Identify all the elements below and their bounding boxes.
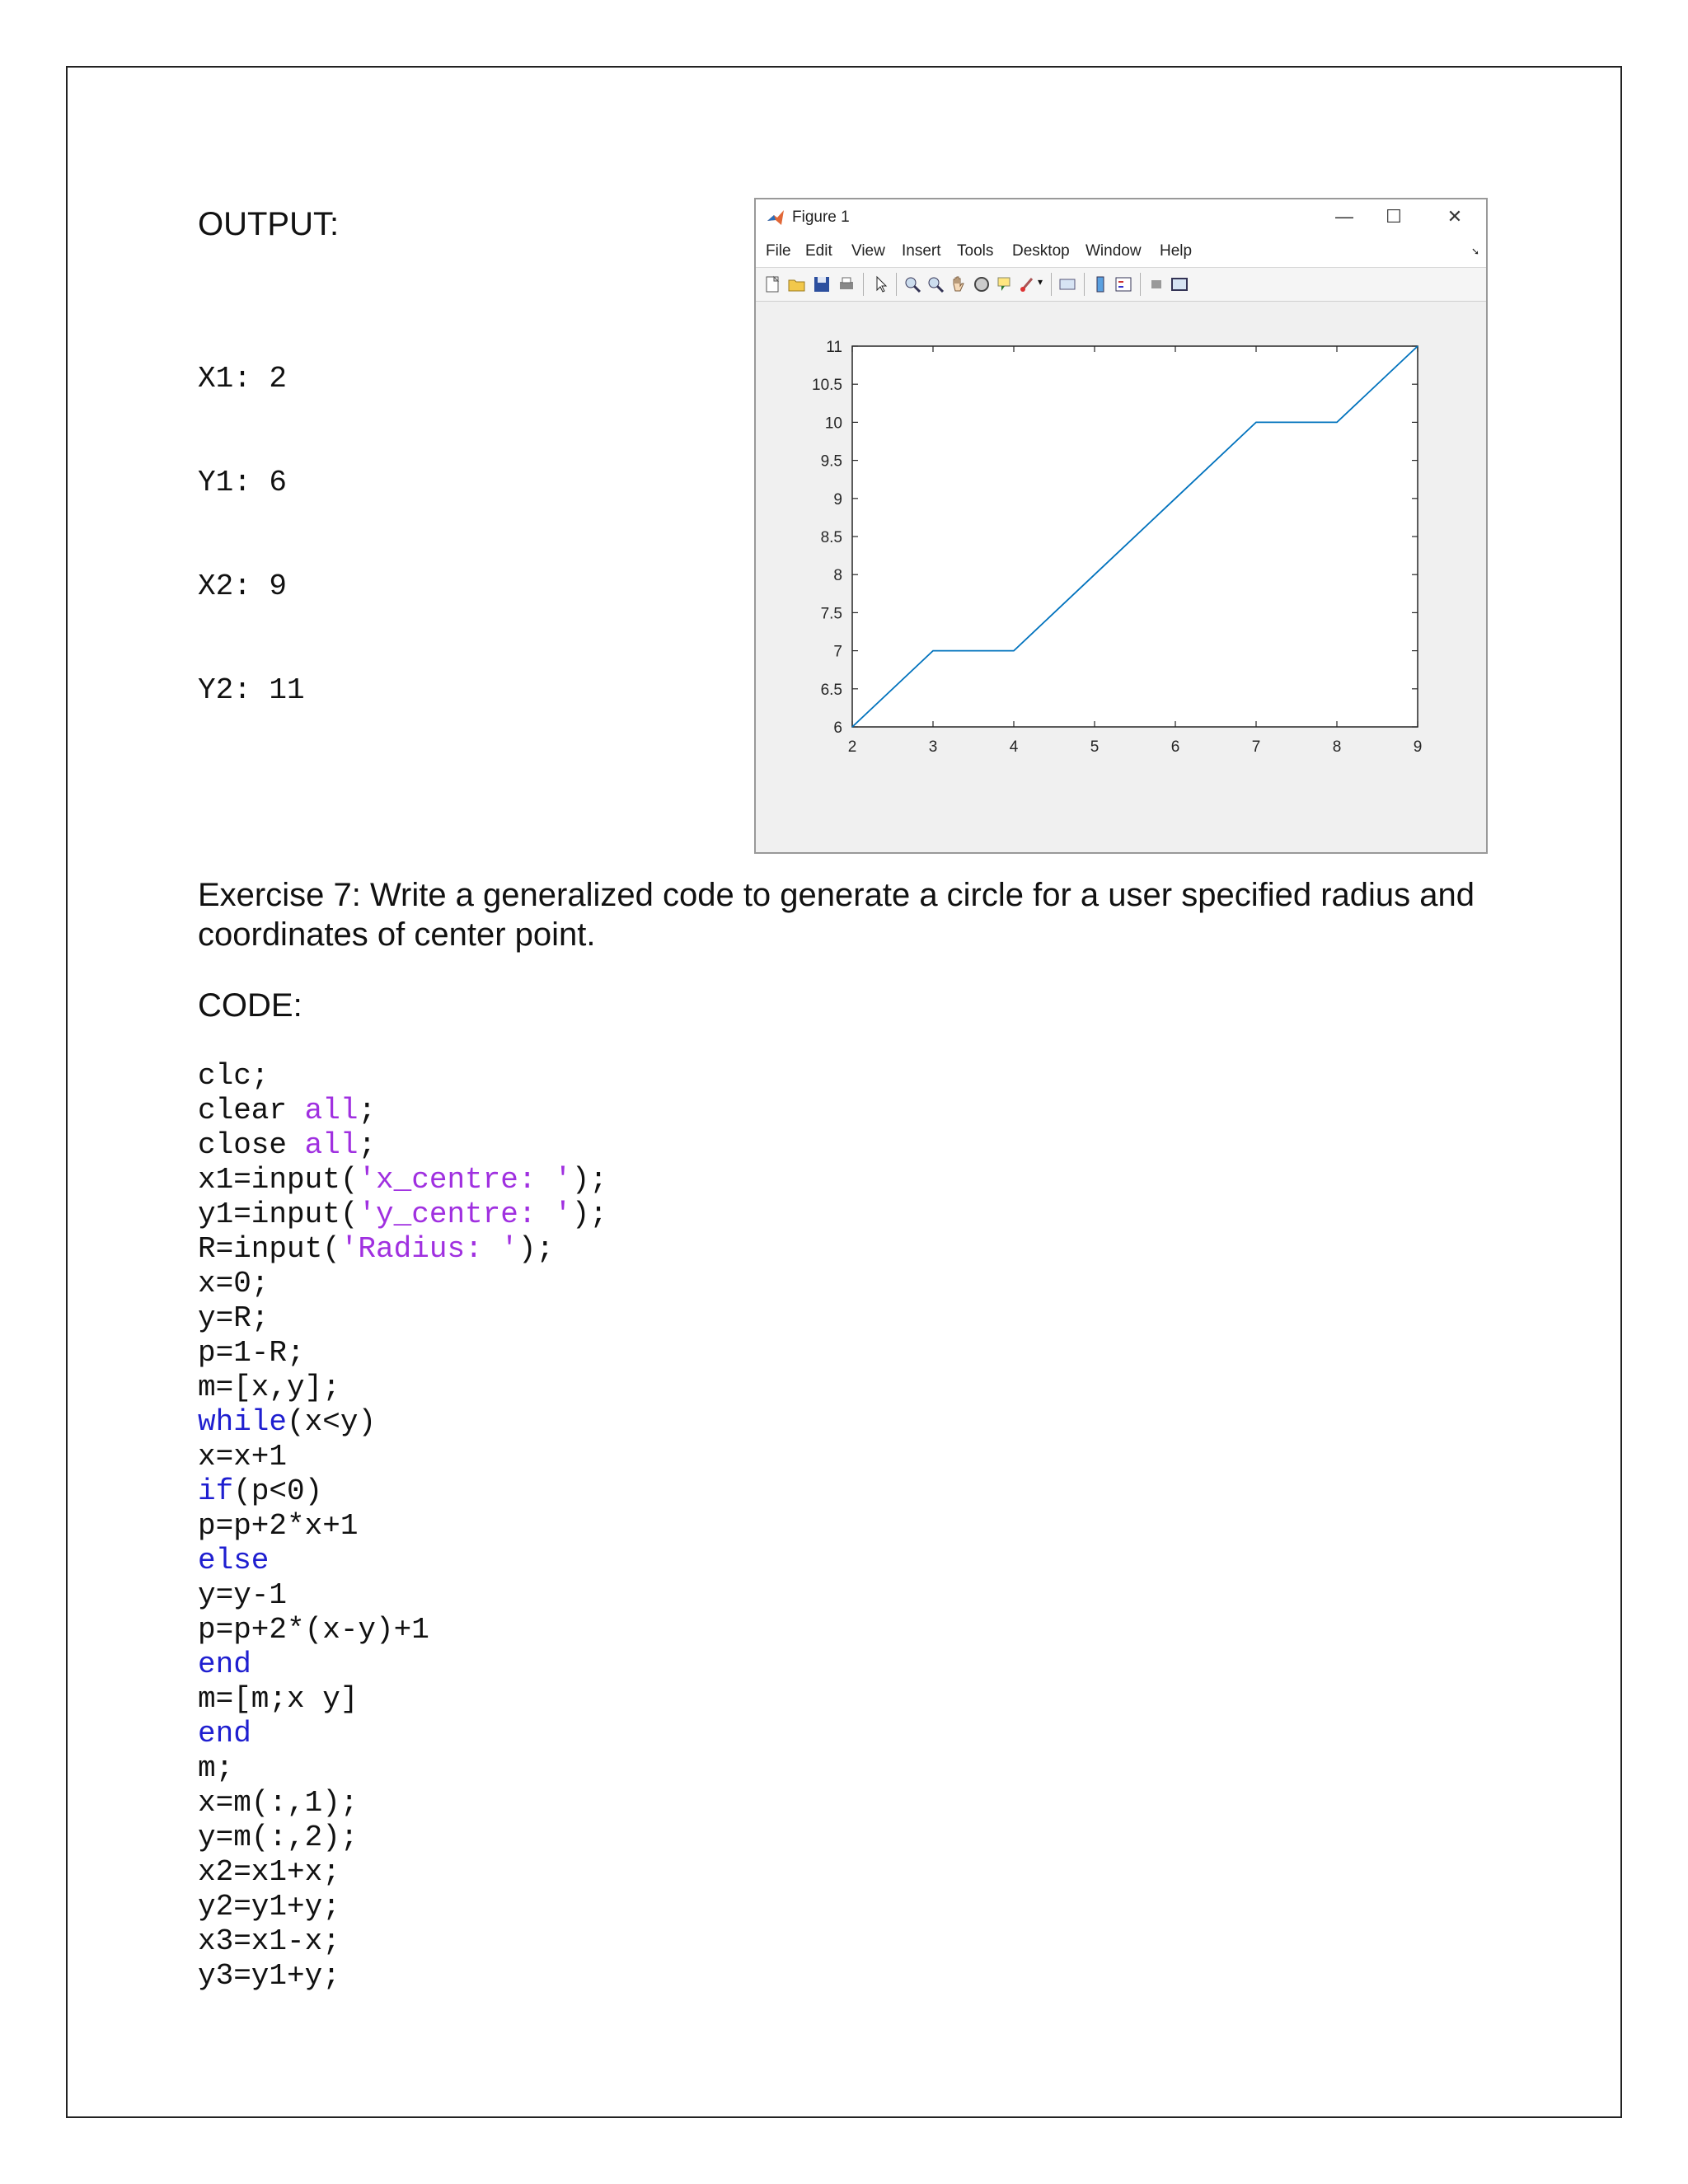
code-string: 'x_centre: ' (358, 1163, 572, 1197)
code-line (198, 1094, 607, 1128)
code-line (198, 1474, 607, 1509)
menu-insert[interactable]: Insert (902, 242, 941, 260)
y-tick-label: 9.5 (820, 452, 842, 471)
code-text: y3=y1+y; (198, 1959, 340, 1993)
code-keyword: end (198, 1717, 251, 1750)
code-line (198, 1336, 607, 1371)
code-text: ); (571, 1163, 607, 1197)
x-tick-label: 4 (1009, 738, 1019, 756)
code-string: 'y_centre: ' (358, 1197, 572, 1231)
hide-plot-tools-icon[interactable] (1146, 274, 1166, 294)
code-line (198, 1613, 607, 1647)
code-line (198, 1717, 607, 1751)
code-text: p=p+2*(x-y)+1 (198, 1613, 429, 1647)
code-text: ); (518, 1232, 555, 1266)
code-line (198, 1682, 607, 1717)
code-text: ; (358, 1094, 377, 1127)
code-line (198, 1509, 607, 1544)
figure-menubar (756, 236, 1486, 267)
maximize-icon[interactable]: ☐ (1386, 206, 1402, 227)
code-line (198, 1128, 607, 1163)
code-line (198, 1924, 607, 1959)
code-line (198, 1301, 607, 1336)
code-line (198, 1786, 607, 1821)
x-tick-label: 3 (928, 738, 938, 756)
close-icon[interactable]: ✕ (1447, 206, 1463, 227)
x-tick-label: 5 (1090, 738, 1100, 756)
figure-toolbar (756, 267, 1486, 302)
output-line-x2: X2: 9 (198, 569, 288, 603)
output-block (198, 293, 305, 743)
code-line (198, 1578, 607, 1613)
y-tick-label: 6.5 (820, 681, 842, 699)
code-text: p=1-R; (198, 1336, 305, 1370)
pan-icon[interactable] (949, 274, 968, 294)
code-text: y=R; (198, 1301, 270, 1335)
brush-dropdown-icon[interactable]: ▾ (1038, 276, 1043, 288)
code-line (198, 1647, 607, 1682)
code-line (198, 1890, 607, 1924)
menu-help[interactable]: Help (1160, 242, 1193, 260)
y-tick-label: 7 (833, 643, 842, 661)
save-icon[interactable] (812, 274, 832, 294)
code-text: x=x+1 (198, 1440, 288, 1474)
code-text: p=p+2*x+1 (198, 1509, 359, 1543)
x-tick-label: 6 (1170, 738, 1180, 756)
code-line (198, 1371, 607, 1405)
code-text: m; (198, 1751, 234, 1785)
code-text: clear (198, 1094, 305, 1127)
figure-titlebar[interactable] (756, 199, 1486, 236)
plot-area[interactable] (756, 300, 1486, 852)
output-line-y1: Y1: 6 (198, 466, 288, 499)
figure-window[interactable] (754, 198, 1488, 854)
code-text: ); (571, 1197, 607, 1231)
y-tick-label: 6 (833, 719, 842, 737)
code-text: R=input( (198, 1232, 340, 1266)
new-figure-icon[interactable] (762, 274, 782, 294)
zoom-in-icon[interactable] (903, 274, 922, 294)
code-line (198, 1751, 607, 1786)
code-text: m=[x,y]; (198, 1371, 340, 1404)
pointer-icon[interactable] (871, 274, 891, 294)
code-string: all (304, 1128, 359, 1162)
data-cursor-icon[interactable] (995, 274, 1015, 294)
code-text: m=[m;x y] (198, 1682, 359, 1716)
menu-window[interactable]: Window (1085, 242, 1142, 260)
y-tick-label: 9 (833, 490, 842, 509)
code-line (198, 1059, 607, 1094)
x-tick-label: 9 (1413, 738, 1423, 756)
menu-view[interactable]: View (851, 242, 885, 260)
code-line (198, 1163, 607, 1197)
code-text: (x<y) (287, 1405, 377, 1439)
code-text: x2=x1+x; (198, 1855, 340, 1889)
open-file-icon[interactable] (787, 274, 807, 294)
exercise-text: Exercise 7: Write a generalized code to generate a circle for a user specified radius and coordinates of center point. (198, 877, 1475, 953)
code-keyword: if (198, 1474, 234, 1508)
menu-desktop[interactable]: Desktop (1012, 242, 1070, 260)
code-line (198, 1197, 607, 1232)
code-line (198, 1959, 607, 1994)
code-string: 'Radius: ' (340, 1232, 518, 1266)
code-keyword: while (198, 1405, 288, 1439)
code-line (198, 1544, 607, 1578)
code-heading: CODE: (198, 987, 302, 1024)
code-keyword: else (198, 1544, 270, 1577)
code-line (198, 1440, 607, 1474)
menu-tools[interactable]: Tools (957, 242, 994, 260)
show-plot-tools-icon[interactable] (1170, 274, 1189, 294)
legend-icon[interactable] (1114, 274, 1133, 294)
minimize-icon[interactable]: — (1335, 206, 1353, 227)
menu-expand-icon[interactable]: ➘ (1470, 246, 1479, 257)
code-text: close (198, 1128, 305, 1162)
rotate-icon[interactable] (972, 274, 992, 294)
y-tick-label: 7.5 (820, 605, 842, 623)
output-heading: OUTPUT: (198, 206, 340, 242)
code-text: x=0; (198, 1267, 270, 1301)
code-line (198, 1232, 607, 1267)
y-tick-label: 10.5 (812, 377, 842, 395)
code-text: y2=y1+y; (198, 1890, 340, 1924)
colorbar-icon[interactable] (1090, 274, 1110, 294)
toolbar-separator (1140, 273, 1141, 296)
y-tick-label: 11 (826, 339, 842, 356)
y-tick-label: 8 (833, 567, 842, 585)
x-tick-label: 2 (847, 738, 857, 756)
code-text: y=y-1 (198, 1578, 288, 1612)
link-plot-icon[interactable] (1057, 274, 1077, 294)
output-line-y2: Y2: 11 (198, 673, 305, 707)
code-line (198, 1821, 607, 1855)
brush-icon[interactable] (1018, 274, 1038, 294)
code-string: all (304, 1094, 359, 1127)
toolbar-separator (1084, 273, 1085, 296)
code-line (198, 1267, 607, 1301)
y-tick-label: 10 (824, 415, 842, 433)
toolbar-separator (863, 273, 864, 296)
y-tick-label: 8.5 (820, 529, 842, 546)
code-line (198, 1405, 607, 1440)
zoom-out-icon[interactable] (926, 274, 945, 294)
code-text: y=m(:,2); (198, 1821, 359, 1854)
matlab-logo-icon (766, 208, 785, 227)
toolbar-separator (896, 273, 897, 296)
code-text: x1=input( (198, 1163, 359, 1197)
toolbar-separator (1051, 273, 1052, 296)
code-text: ; (358, 1128, 377, 1162)
menu-edit[interactable]: Edit (805, 242, 832, 260)
code-text: y1=input( (198, 1197, 359, 1231)
code-text: x3=x1-x; (198, 1924, 340, 1958)
code-keyword: end (198, 1647, 251, 1681)
print-icon[interactable] (837, 274, 856, 294)
figure-title: Figure 1 (792, 209, 850, 226)
output-line-x1: X1: 2 (198, 362, 288, 396)
code-line (198, 1855, 607, 1890)
code-block (198, 1059, 607, 1994)
x-tick-label: 7 (1251, 738, 1261, 756)
code-text: x=m(:,1); (198, 1786, 359, 1820)
x-tick-label: 8 (1332, 738, 1342, 756)
code-text: clc; (198, 1059, 270, 1093)
menu-file[interactable]: File (766, 242, 791, 260)
code-text: (p<0) (233, 1474, 323, 1508)
